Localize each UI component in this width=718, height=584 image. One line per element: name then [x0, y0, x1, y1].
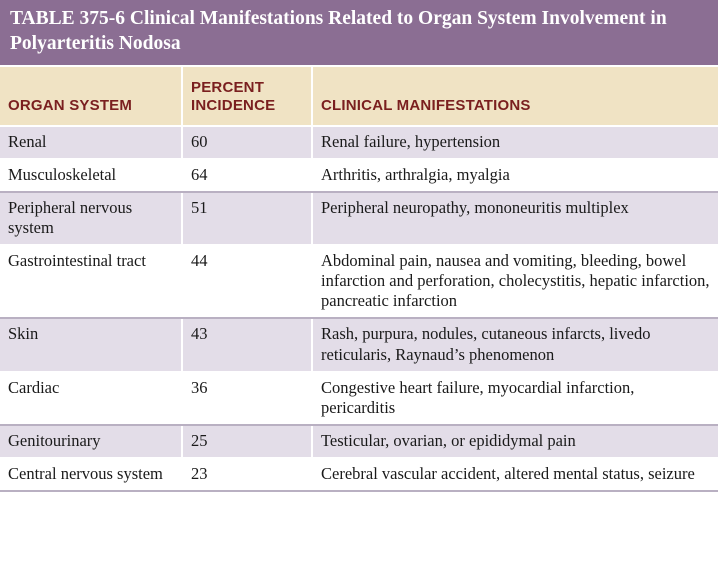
cell-manifestations: Rash, purpura, nodules, cutaneous infarcts, livedo reticularis, Raynaud’s phenomenon — [312, 318, 718, 371]
table-row — [0, 458, 718, 491]
cell-organ-system: Musculoskeletal — [0, 159, 182, 192]
cell-percent-incidence: 43 — [182, 318, 312, 371]
column-header-organ-system: ORGAN SYSTEM — [0, 67, 182, 126]
cell-percent-incidence: 23 — [182, 458, 312, 491]
cell-manifestations: Abdominal pain, nausea and vomiting, bleeding, bowel infarction and perforation, cholecystitis, hepatic infarction, pancreatic infarction — [312, 245, 718, 318]
cell-percent-incidence: 60 — [182, 126, 312, 159]
table-row — [0, 126, 718, 159]
table-title: TABLE 375-6 Clinical Manifestations Related to Organ System Involvement in Polyarteritis Nodosa — [0, 0, 718, 67]
cell-percent-incidence: 64 — [182, 159, 312, 192]
column-header-clinical-manifestations: CLINICAL MANIFESTATIONS — [312, 67, 718, 126]
cell-organ-system: Skin — [0, 318, 182, 371]
spacer-cell — [182, 491, 312, 505]
cell-manifestations: Arthritis, arthralgia, myalgia — [312, 159, 718, 192]
header-row — [0, 67, 718, 126]
cell-organ-system: Genitourinary — [0, 425, 182, 458]
table-row — [0, 245, 718, 318]
cell-manifestations: Cerebral vascular accident, altered mental status, seizure — [312, 458, 718, 491]
cell-percent-incidence: 44 — [182, 245, 312, 318]
table-body — [0, 126, 718, 506]
cell-manifestations: Congestive heart failure, myocardial infarction, pericarditis — [312, 372, 718, 425]
cell-percent-incidence: 51 — [182, 192, 312, 245]
cell-manifestations: Peripheral neuropathy, mononeuritis multiplex — [312, 192, 718, 245]
table-row — [0, 318, 718, 371]
cell-manifestations: Renal failure, hypertension — [312, 126, 718, 159]
cell-organ-system: Gastrointestinal tract — [0, 245, 182, 318]
table-row — [0, 425, 718, 458]
table-row — [0, 192, 718, 245]
cell-manifestations: Testicular, ovarian, or epididymal pain — [312, 425, 718, 458]
table-row — [0, 159, 718, 192]
cell-organ-system: Cardiac — [0, 372, 182, 425]
column-header-percent-incidence: PERCENT INCIDENCE — [182, 67, 312, 126]
spacer-cell — [0, 491, 182, 505]
cell-organ-system: Central nervous system — [0, 458, 182, 491]
table-bottom-spacer — [0, 491, 718, 505]
cell-percent-incidence: 36 — [182, 372, 312, 425]
cell-percent-incidence: 25 — [182, 425, 312, 458]
spacer-cell — [312, 491, 718, 505]
clinical-manifestations-table — [0, 67, 718, 505]
cell-organ-system: Peripheral nervous system — [0, 192, 182, 245]
cell-organ-system: Renal — [0, 126, 182, 159]
table-row — [0, 372, 718, 425]
table-header — [0, 67, 718, 126]
